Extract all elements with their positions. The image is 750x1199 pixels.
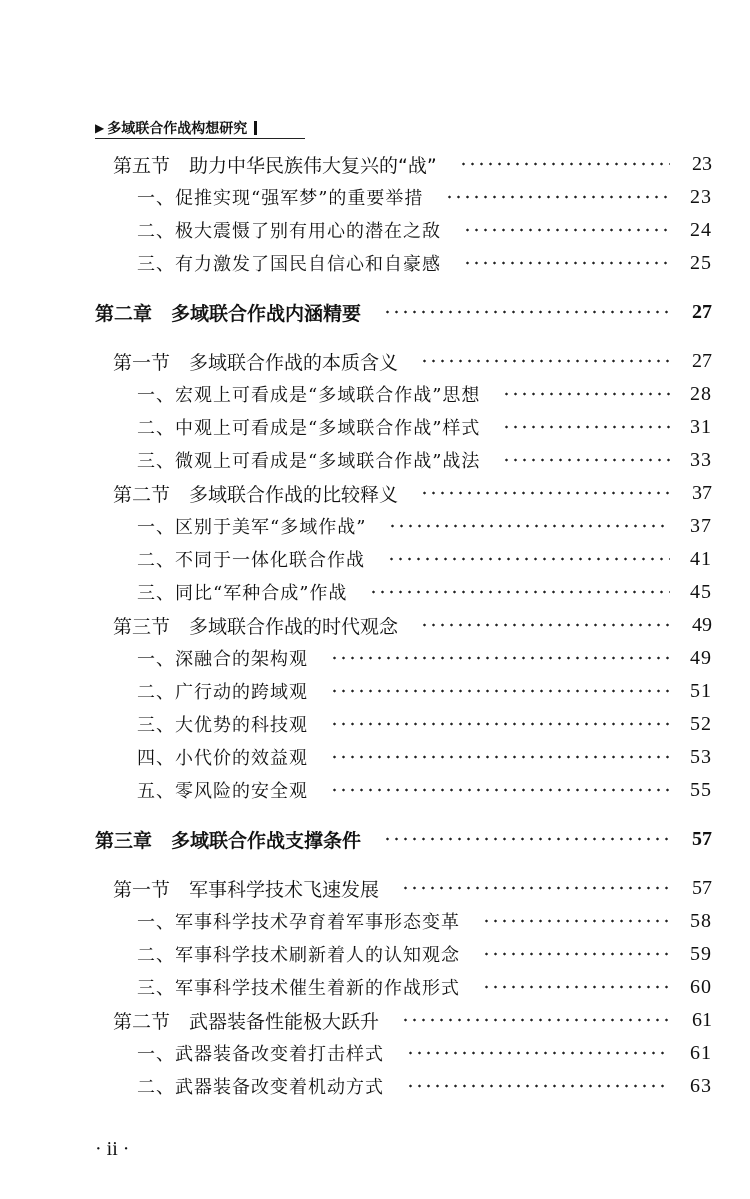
toc-entry-chapter[interactable]	[95, 296, 712, 328]
toc-entry-item[interactable]	[137, 938, 712, 970]
toc-page-number: 53	[690, 745, 712, 768]
toc-page-number: 55	[690, 778, 712, 801]
toc-entry-item[interactable]	[137, 1037, 712, 1069]
dot-leader	[330, 755, 670, 759]
toc-label: 一、宏观上可看成是“多域联合作战”思想	[137, 385, 481, 406]
toc-page-number: 49	[692, 613, 712, 636]
header-marker: ▶	[95, 121, 105, 135]
toc-page-number: 52	[690, 712, 712, 735]
dot-leader	[502, 458, 670, 462]
toc-page-number: 57	[692, 876, 712, 899]
toc-page-number: 23	[692, 152, 712, 175]
toc-entry-section[interactable]	[113, 872, 712, 904]
toc-label: 四、小代价的效益观	[137, 748, 308, 769]
toc-page-number: 60	[690, 975, 712, 998]
toc-label: 三、微观上可看成是“多域联合作战”战法	[137, 451, 481, 472]
toc-entry-item[interactable]	[137, 741, 712, 773]
dot-leader	[463, 228, 670, 232]
toc-entry-item[interactable]	[137, 510, 712, 542]
toc-label: 第五节 助力中华民族伟大复兴的“战”	[113, 154, 437, 177]
dot-leader	[445, 195, 670, 199]
dot-leader	[330, 722, 670, 726]
running-header	[95, 118, 305, 139]
toc-entry-section[interactable]	[113, 477, 712, 509]
toc-entry-item[interactable]	[137, 675, 712, 707]
dot-leader	[406, 1084, 670, 1088]
toc-entry-item[interactable]	[137, 181, 712, 213]
toc-page-number: 59	[690, 942, 712, 965]
dot-leader	[406, 1051, 670, 1055]
toc-label: 二、极大震慑了别有用心的潜在之敌	[137, 221, 441, 242]
toc-label: 二、武器装备改变着机动方式	[137, 1077, 384, 1098]
header-title: 多域联合作战构想研究	[107, 121, 248, 137]
dot-leader	[463, 261, 670, 265]
dot-leader	[330, 788, 670, 792]
toc-entry-item[interactable]	[137, 971, 712, 1003]
dot-leader	[482, 985, 670, 989]
dot-leader	[420, 491, 670, 495]
toc-label: 三、有力激发了国民自信心和自豪感	[137, 254, 441, 275]
toc-label: 第三章 多域联合作战支撑条件	[95, 829, 362, 852]
toc-entry-item[interactable]	[137, 708, 712, 740]
dot-leader	[330, 656, 670, 660]
toc-label: 二、广行动的跨域观	[137, 682, 308, 703]
toc-entry-section[interactable]	[113, 609, 712, 641]
toc-label: 二、军事科学技术刷新着人的认知观念	[137, 945, 460, 966]
toc-label: 一、区别于美军“多域作战”	[137, 517, 367, 538]
toc-page-number: 63	[690, 1074, 712, 1097]
dot-leader	[388, 524, 670, 528]
dot-leader	[420, 623, 670, 627]
toc-entry-item[interactable]	[137, 444, 712, 476]
toc-page-number: 61	[692, 1008, 712, 1031]
toc-page-number: 41	[690, 547, 712, 570]
toc-label: 第二节 多域联合作战的比较释义	[113, 483, 399, 506]
dot-leader	[383, 310, 670, 314]
toc-page-number: 24	[690, 218, 712, 241]
toc-page-number: 58	[690, 909, 712, 932]
toc-entry-section[interactable]	[113, 1004, 712, 1036]
toc-label: 第三节 多域联合作战的时代观念	[113, 615, 399, 638]
toc-label: 第一节 军事科学技术飞速发展	[113, 878, 380, 901]
dot-leader	[401, 1018, 670, 1022]
toc-page-number: 27	[692, 300, 712, 323]
toc-entry-item[interactable]	[137, 576, 712, 608]
toc-page-number: 28	[690, 382, 712, 405]
dot-leader	[330, 689, 670, 693]
toc-page-number: 23	[690, 185, 712, 208]
toc-label: 二、中观上可看成是“多域联合作战”样式	[137, 418, 481, 439]
dot-leader	[369, 590, 670, 594]
page-folio: · ii ·	[95, 1138, 130, 1160]
toc-entry-section[interactable]	[113, 345, 712, 377]
toc-label: 一、促推实现“强军梦”的重要举措	[137, 188, 424, 209]
toc-label: 二、不同于一体化联合作战	[137, 550, 365, 571]
toc-label: 五、零风险的安全观	[137, 781, 308, 802]
toc-page-number: 61	[690, 1041, 712, 1064]
dot-leader	[420, 359, 670, 363]
toc-page-number: 25	[690, 251, 712, 274]
toc-page-number: 37	[690, 514, 712, 537]
toc-entry-item[interactable]	[137, 411, 712, 443]
toc-label: 一、军事科学技术孕育着军事形态变革	[137, 912, 460, 933]
toc-page-number: 37	[692, 481, 712, 504]
dot-leader	[482, 919, 670, 923]
toc-label: 一、武器装备改变着打击样式	[137, 1044, 384, 1065]
toc-label: 第一节 多域联合作战的本质含义	[113, 351, 399, 374]
toc-entry-item[interactable]	[137, 214, 712, 246]
toc-entry-item[interactable]	[137, 774, 712, 806]
toc-entry-item[interactable]	[137, 543, 712, 575]
toc-label: 第二章 多域联合作战内涵精要	[95, 302, 362, 325]
toc-entry-item[interactable]	[137, 905, 712, 937]
toc-entry-item[interactable]	[137, 1070, 712, 1102]
header-bar	[254, 121, 257, 135]
dot-leader	[387, 557, 670, 561]
toc-entry-chapter[interactable]	[95, 823, 712, 855]
toc-page-number: 33	[690, 448, 712, 471]
toc-entry-item[interactable]	[137, 247, 712, 279]
toc-entry-item[interactable]	[137, 642, 712, 674]
toc-label: 三、军事科学技术催生着新的作战形式	[137, 978, 460, 999]
dot-leader	[459, 162, 670, 166]
toc-page-number: 31	[690, 415, 712, 438]
toc-page-number: 51	[690, 679, 712, 702]
toc-page-number: 45	[690, 580, 712, 603]
toc-label: 三、同比“军种合成”作战	[137, 583, 348, 604]
dot-leader	[482, 952, 670, 956]
dot-leader	[502, 425, 670, 429]
dot-leader	[502, 392, 670, 396]
toc-page-number: 49	[690, 646, 712, 669]
toc-entry-section[interactable]	[113, 148, 712, 180]
toc-label: 第二节 武器装备性能极大跃升	[113, 1010, 380, 1033]
toc-label: 三、大优势的科技观	[137, 715, 308, 736]
toc-label: 一、深融合的架构观	[137, 649, 308, 670]
toc-entry-item[interactable]	[137, 378, 712, 410]
dot-leader	[383, 837, 670, 841]
toc-page-number: 27	[692, 349, 712, 372]
dot-leader	[401, 886, 670, 890]
toc-page-number: 57	[692, 827, 712, 850]
